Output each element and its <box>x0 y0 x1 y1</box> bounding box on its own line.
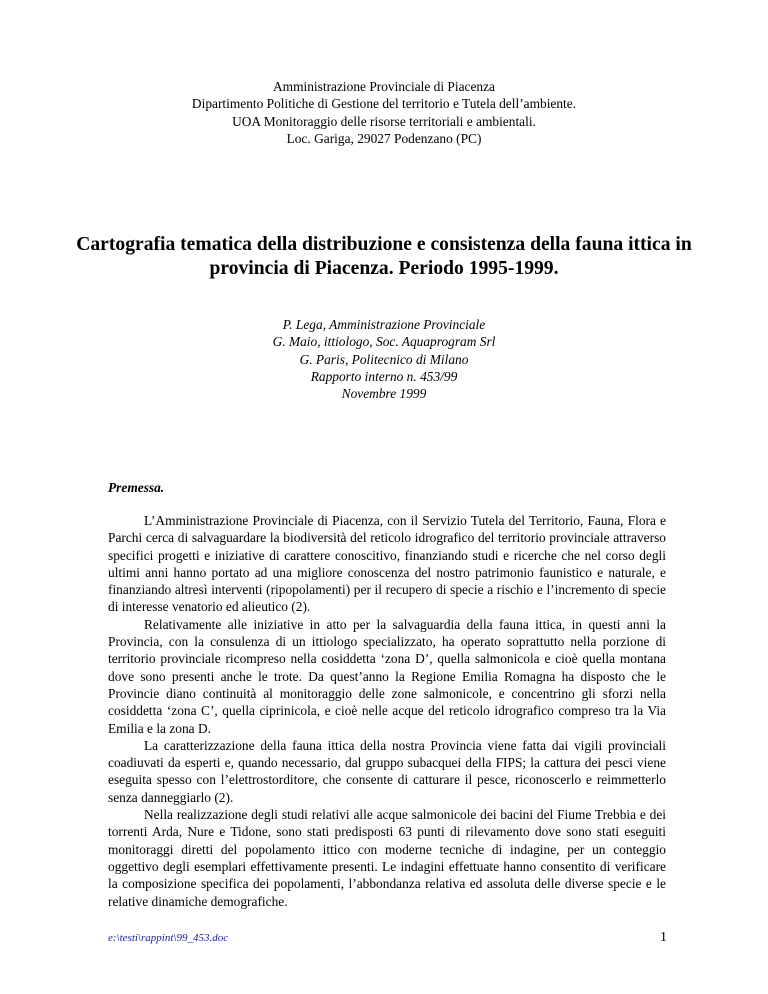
footer-file-path: e:\testi\rappint\99_453.doc <box>108 932 229 944</box>
paragraph: Relativamente alle iniziative in atto per la salvaguardia della fauna ittica, in questi anni la Provincia, con la consulenza di un ittiologo specializzato, ha operato soprattutto nella porzione di territorio provinciale ricompreso nella cosiddetta ‘zona D’, quella salmonicola e cioè quella montana dove sono presenti anche le trote. Da quest’anno la Regione Emilia Romagna ha disposto che le Provincie diano continuità al monitoraggio delle zone salmonicole, e concentrino gli sforzi nella cosiddetta ‘zona C’, quella ciprinicola, e cioè nelle acque del reticolo idrografico compreso tra la Via Emilia e la zona D. <box>108 616 666 736</box>
header-line-3: UOA Monitoraggio delle risorse territoriali e ambientali. <box>232 113 536 129</box>
authors-block <box>0 316 768 402</box>
header-line-1: Amministrazione Provinciale di Piacenza <box>273 79 495 94</box>
author-line-2: G. Maio, ittiologo, Soc. Aquaprogram Srl <box>272 334 496 350</box>
report-number: Rapporto interno n. 453/99 <box>310 368 458 384</box>
report-date: Novembre 1999 <box>341 386 427 402</box>
paragraph: La caratterizzazione della fauna ittica della nostra Provincia viene fatta dai vigili provinciali coadiuvati da esperti e, quando necessario, dal gruppo subacquei della FIPS; la cattura dei pesci viene eseguita spesso con l’elettrostorditore, che consente di catturare il pesce, riconoscerlo e reimmetterlo senza danneggiarlo (2). <box>108 737 666 805</box>
paragraph: Nella realizzazione degli studi relativi alle acque salmonicole dei bacini del Fiume Trebbia e dei torrenti Arda, Nure e Tidone, sono stati predisposti 63 punti di rilevamento dove sono stati eseguiti monitoraggi diretti del popolamento ittico con moderne tecniche di indagine, per un conteggio oggettivo degli esemplari effettivamente presenti. Le indagini effettuate hanno consentito di verificare la composizione specifica dei popolamenti, l’abbondanza relativa ed assoluta delle diverse specie e le relative dinamiche demografiche. <box>108 807 666 909</box>
section-heading: Premessa. <box>108 480 165 495</box>
page-number: 1 <box>660 930 667 945</box>
institution-header <box>0 78 768 147</box>
header-line-4: Loc. Gariga, 29027 Podenzano (PC) <box>286 130 482 146</box>
paragraph: L’Amministrazione Provinciale di Piacenza, con il Servizio Tutela del Territorio, Fauna, Flora e Parchi cerca di salvaguardare la biodiversità del reticolo idrografico del territorio provinciale attraverso specifici progetti e iniziative di carattere conoscitivo, finanziando studi e ricerche che nel corso degli ultimi anni hanno portato ad una migliore conoscenza del nostro patrimonio faunistico e naturale, e finanziando altresì interventi (ripopolamenti) per il recupero di specie a rischio e l’incremento di specie di interesse venatorio ed alieutico (2). <box>108 513 666 615</box>
author-line-1: P. Lega, Amministrazione Provinciale <box>282 317 486 332</box>
document-title: Cartografia tematica della distribuzione e consistenza della fauna ittica in provincia di Piacenza. Periodo 1995-1999. <box>76 234 692 279</box>
author-line-3: G. Paris, Politecnico di Milano <box>299 351 469 367</box>
header-line-2: Dipartimento Politiche di Gestione del territorio e Tutela dell’ambiente. <box>191 96 577 112</box>
body-text <box>108 512 666 910</box>
